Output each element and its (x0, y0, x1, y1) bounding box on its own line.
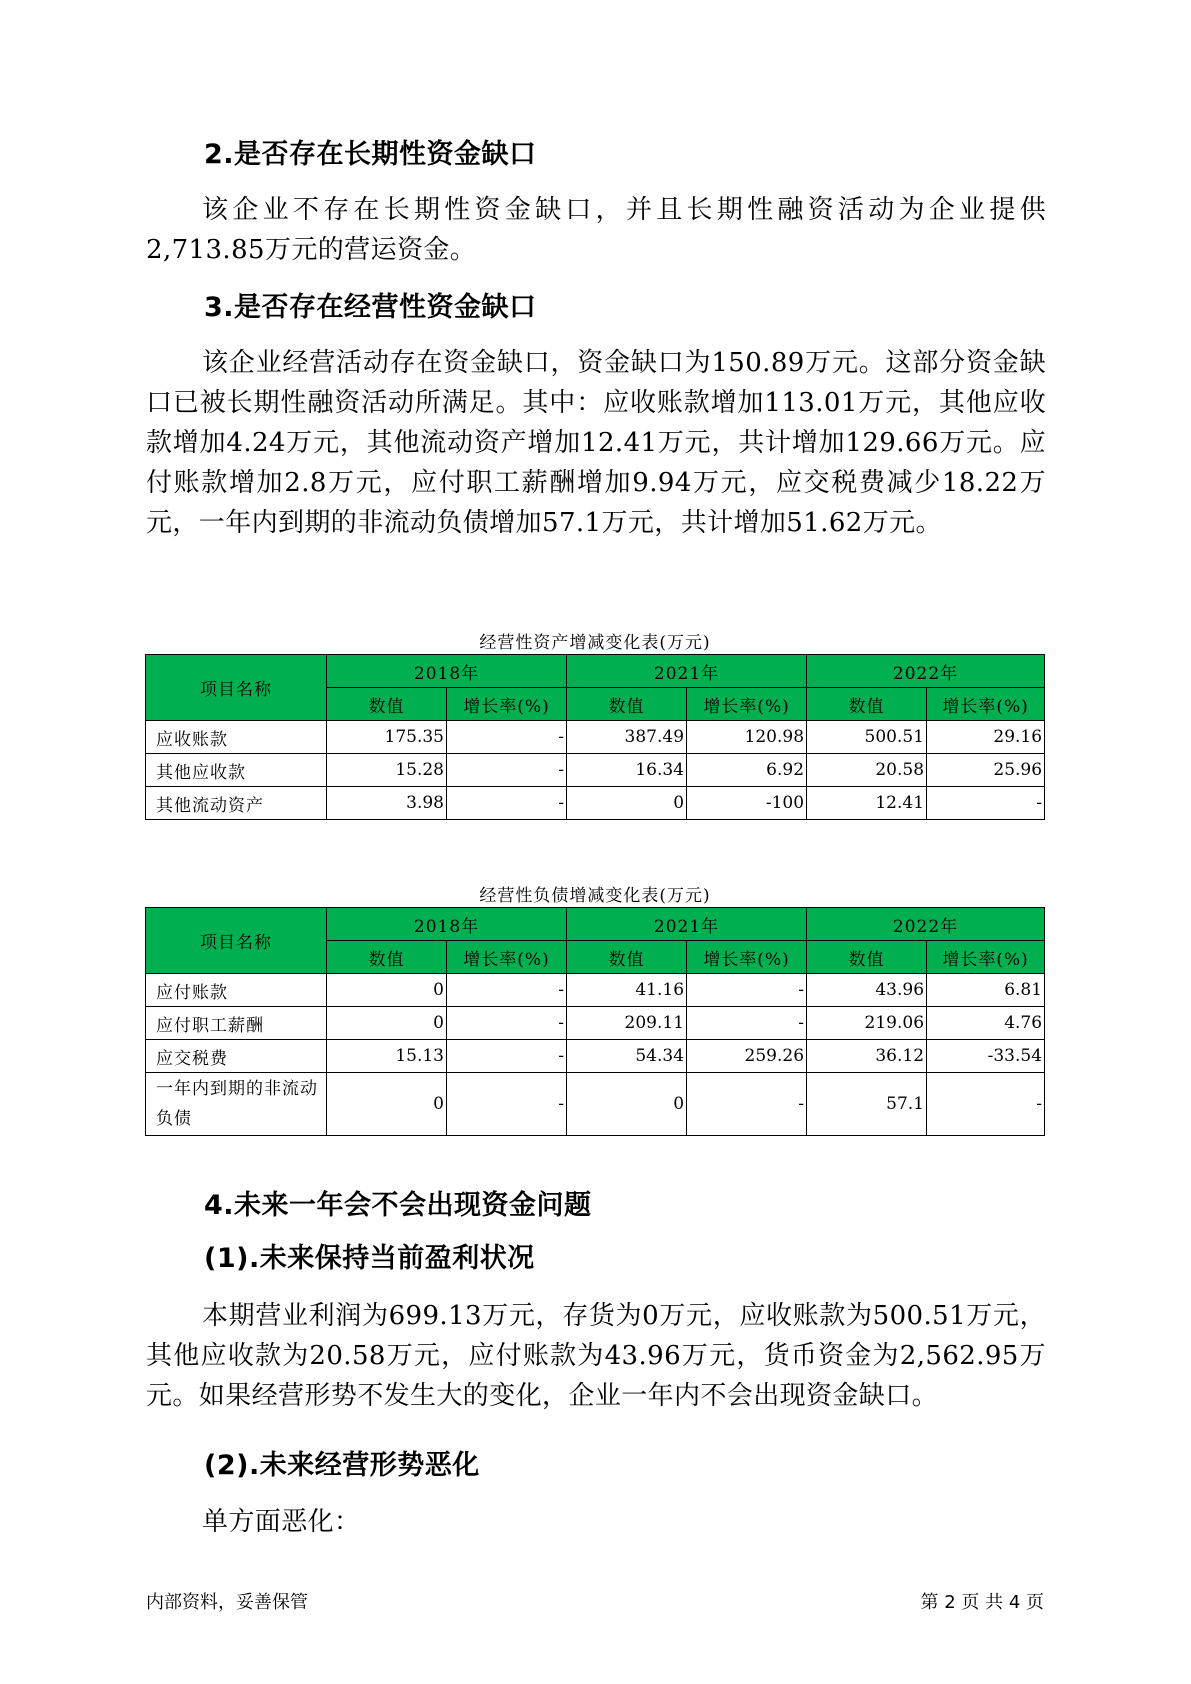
table-row (146, 754, 1045, 787)
liabilities-table (145, 907, 1045, 1136)
section-3-heading: 3.是否存在经营性资金缺口 (204, 292, 537, 323)
row-name: 应付职工薪酬 (146, 1007, 327, 1040)
table-row (146, 721, 1045, 754)
liabilities-header-rate: 增长率(%) (447, 941, 567, 974)
liabilities-header-value: 数值 (327, 941, 447, 974)
row-name: 其他流动资产 (146, 787, 327, 820)
section-4-heading: 4.未来一年会不会出现资金问题 (204, 1190, 592, 1221)
cell: 29.16 (927, 721, 1045, 754)
cell: 15.28 (327, 754, 447, 787)
cell: 0 (567, 1073, 687, 1136)
liabilities-header-value: 数值 (567, 941, 687, 974)
liabilities-header-year: 2018年 (327, 908, 567, 941)
liabilities-header-rate: 增长率(%) (687, 941, 807, 974)
footer-confidential-note: 内部资料，妥善保管 (146, 1592, 308, 1613)
cell: - (927, 1073, 1045, 1136)
cell: - (447, 754, 567, 787)
liabilities-header-year: 2021年 (567, 908, 807, 941)
cell: - (447, 787, 567, 820)
cell: - (447, 1040, 567, 1073)
cell: 16.34 (567, 754, 687, 787)
assets-header-year: 2018年 (327, 655, 567, 688)
assets-header-rate: 增长率(%) (687, 688, 807, 721)
section-3-paragraph: 该企业经营活动存在资金缺口，资金缺口为150.89万元。这部分资金缺口已被长期性融资活动所满足。其中：应收账款增加113.01万元，其他应收款增加4.24万元，其他流动资产增加12.41万元，共计增加129.66万元。应付账款增加2.8万元，应付职工薪酬增加9.94万元，应交税费减少18.22万元，一年内到期的非流动负债增加57.1万元，共计增加51.62万元。 (146, 348, 1046, 538)
cell: -33.54 (927, 1040, 1045, 1073)
section-2-heading: 2.是否存在长期性资金缺口 (204, 139, 537, 170)
cell: 6.81 (927, 974, 1045, 1007)
assets-header-rate: 增长率(%) (927, 688, 1045, 721)
cell: 3.98 (327, 787, 447, 820)
liabilities-header-item: 项目名称 (146, 908, 327, 974)
table-row (146, 1007, 1045, 1040)
table-row (146, 787, 1045, 820)
cell: 43.96 (807, 974, 927, 1007)
cell: 387.49 (567, 721, 687, 754)
cell: 259.26 (687, 1040, 807, 1073)
cell: 175.35 (327, 721, 447, 754)
cell: -100 (687, 787, 807, 820)
row-name: 应付账款 (146, 974, 327, 1007)
cell: 219.06 (807, 1007, 927, 1040)
cell: 12.41 (807, 787, 927, 820)
cell: 0 (327, 1073, 447, 1136)
cell: 209.11 (567, 1007, 687, 1040)
cell: - (927, 787, 1045, 820)
cell: 20.58 (807, 754, 927, 787)
cell: 120.98 (687, 721, 807, 754)
section-4-2-heading: (2).未来经营形势恶化 (204, 1450, 480, 1481)
section-4-1-heading: (1).未来保持当前盈利状况 (204, 1243, 535, 1274)
assets-header-value: 数值 (567, 688, 687, 721)
assets-header-year: 2021年 (567, 655, 807, 688)
liabilities-header-rate: 增长率(%) (927, 941, 1045, 974)
assets-header-item: 项目名称 (146, 655, 327, 721)
cell: - (687, 1073, 807, 1136)
assets-header-rate: 增长率(%) (447, 688, 567, 721)
cell: 25.96 (927, 754, 1045, 787)
table-row (146, 1073, 1045, 1136)
cell: - (447, 1007, 567, 1040)
cell: 54.34 (567, 1040, 687, 1073)
cell: 500.51 (807, 721, 927, 754)
liabilities-header-value: 数值 (807, 941, 927, 974)
cell: - (687, 974, 807, 1007)
row-name: 其他应收款 (146, 754, 327, 787)
table-row (146, 1040, 1045, 1073)
cell: 57.1 (807, 1073, 927, 1136)
assets-table-caption: 经营性资产增减变化表(万元) (479, 633, 711, 653)
cell: 0 (567, 787, 687, 820)
row-name: 应收账款 (146, 721, 327, 754)
cell: 0 (327, 974, 447, 1007)
cell: 6.92 (687, 754, 807, 787)
section-4-1-paragraph: 本期营业利润为699.13万元，存货为0万元，应收账款为500.51万元，其他应收款为20.58万元，应付账款为43.96万元，货币资金为2,562.95万元。如果经营形势不发生大的变化，企业一年内不会出现资金缺口。 (146, 1301, 1046, 1411)
cell: - (447, 721, 567, 754)
cell: - (687, 1007, 807, 1040)
section-2-paragraph: 该企业不存在长期性资金缺口，并且长期性融资活动为企业提供2,713.85万元的营运资金。 (146, 195, 1046, 265)
footer-page-number: 第 2 页 共 4 页 (920, 1592, 1044, 1613)
assets-header-value: 数值 (327, 688, 447, 721)
cell: 0 (327, 1007, 447, 1040)
table-row (146, 974, 1045, 1007)
cell: - (447, 974, 567, 1007)
cell: 36.12 (807, 1040, 927, 1073)
row-name: 一年内到期的非流动负债 (146, 1073, 327, 1136)
cell: 4.76 (927, 1007, 1045, 1040)
assets-table (145, 654, 1045, 820)
row-name: 应交税费 (146, 1040, 327, 1073)
assets-header-year: 2022年 (807, 655, 1045, 688)
cell: 41.16 (567, 974, 687, 1007)
liabilities-table-caption: 经营性负债增减变化表(万元) (479, 886, 711, 906)
liabilities-header-year: 2022年 (807, 908, 1045, 941)
section-4-2-paragraph: 单方面恶化： (202, 1507, 361, 1537)
assets-header-value: 数值 (807, 688, 927, 721)
cell: 15.13 (327, 1040, 447, 1073)
cell: - (447, 1073, 567, 1136)
